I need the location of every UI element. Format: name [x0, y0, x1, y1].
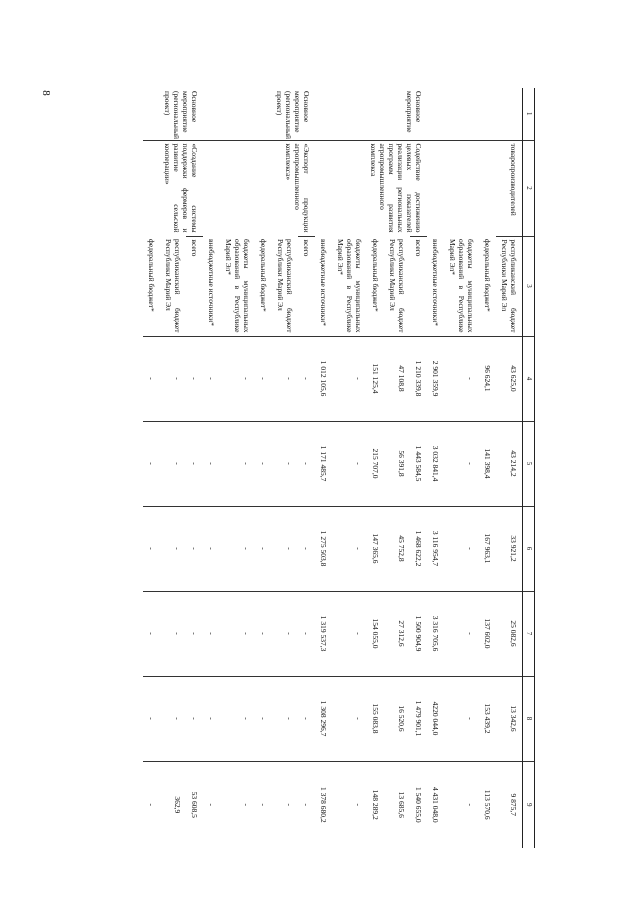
value-cell: - [255, 676, 272, 761]
funding-source-cell: республиканский бюджет Республики Марий Эл [496, 236, 523, 336]
value-cell: 1 378 680,2 [315, 761, 332, 848]
funding-source-cell: федеральный бюджет* [147, 239, 156, 312]
value-cell: - [255, 336, 272, 421]
value-cell: 4220 044,0 [427, 676, 444, 761]
value-cell: - [203, 761, 220, 848]
funding-source-cell: внебюджетные источники* [207, 239, 216, 326]
value-cell: 1 443 584,5 [410, 421, 427, 506]
value-cell: - [332, 336, 367, 421]
value-cell: - [220, 506, 255, 591]
value-cell: - [203, 676, 220, 761]
page-number: 8 [40, 90, 52, 96]
funding-source-cell: бюджеты муниципальных образований в Республике Марий Эл* [224, 239, 251, 333]
value-cell: - [444, 336, 479, 421]
value-cell: 1 012 105,6 [315, 336, 332, 421]
value-cell: - [143, 336, 160, 421]
value-cell: - [186, 591, 203, 676]
value-cell: - [332, 421, 367, 506]
funding-source-cell: республиканский бюджет Республики Марий Эл [164, 239, 182, 333]
value-cell: - [160, 591, 186, 676]
value-cell: - [220, 336, 255, 421]
value-cell: 148 289,2 [367, 761, 384, 848]
value-cell: - [160, 506, 186, 591]
value-cell: 4 431 048,0 [427, 761, 444, 848]
value-cell: - [203, 591, 220, 676]
value-cell: - [143, 591, 160, 676]
value-cell: 1 275 503,8 [315, 506, 332, 591]
funding-source-cell: всего [410, 236, 427, 336]
table-body [143, 88, 523, 848]
event-type-cell: Основное мероприятие (региональный проект) [275, 91, 311, 140]
value-cell: - [203, 336, 220, 421]
value-cell: - [186, 336, 203, 421]
col-header: 3 [523, 236, 535, 336]
event-type-cell: Основное мероприятие (региональный проект) [163, 91, 199, 140]
value-cell: 1 540 655,0 [410, 761, 427, 848]
value-cell: 13 685,6 [384, 761, 410, 848]
value-cell: 27 312,6 [384, 591, 410, 676]
value-cell: 3 032 841,4 [427, 421, 444, 506]
funding-source-cell: бюджеты муниципальных образований в Республике Марий Эл* [448, 239, 475, 333]
value-cell: - [186, 506, 203, 591]
value-cell: - [220, 591, 255, 676]
value-cell: - [332, 591, 367, 676]
value-cell: - [272, 336, 298, 421]
value-cell: - [444, 591, 479, 676]
value-cell: - [298, 676, 315, 761]
funding-source-cell: всего [298, 236, 315, 336]
col-header: 2 [523, 140, 535, 236]
header-row [523, 88, 535, 848]
value-cell: 43 214,2 [496, 421, 523, 506]
value-cell: 1 171 485,7 [315, 421, 332, 506]
col-header: 7 [523, 591, 535, 676]
funding-source-cell: республиканский бюджет Республики Марий Эл [388, 239, 406, 333]
value-cell: 33 921,2 [496, 506, 523, 591]
value-cell: - [272, 421, 298, 506]
value-cell: - [255, 506, 272, 591]
value-cell: 137 602,0 [479, 591, 496, 676]
value-cell: - [444, 676, 479, 761]
value-cell: 167 963,1 [479, 506, 496, 591]
table-row [298, 88, 315, 848]
value-cell: 153 439,2 [479, 676, 496, 761]
value-cell: 53 608,5 [186, 761, 203, 848]
funding-source-cell: внебюджетные источники* [431, 239, 440, 326]
funding-source-cell: федеральный бюджет* [259, 239, 268, 312]
event-name-cell: «Экспорт продукции агропромышленного комплекса» [203, 140, 315, 236]
col-header: 8 [523, 676, 535, 761]
value-cell: 47 108,8 [384, 336, 410, 421]
funding-source-cell: внебюджетные источники* [319, 239, 328, 326]
col-header: 6 [523, 506, 535, 591]
value-cell: - [272, 506, 298, 591]
value-cell: - [298, 421, 315, 506]
value-cell: - [220, 676, 255, 761]
value-cell: - [272, 676, 298, 761]
value-cell: 1 479 901,1 [410, 676, 427, 761]
value-cell: 1 319 537,3 [315, 591, 332, 676]
value-cell: 155 083,8 [367, 676, 384, 761]
value-cell: - [444, 421, 479, 506]
value-cell: - [255, 591, 272, 676]
value-cell: 45 752,8 [384, 506, 410, 591]
value-cell: 1 308 296,7 [315, 676, 332, 761]
value-cell: - [332, 761, 367, 848]
value-cell: 151 125,4 [367, 336, 384, 421]
value-cell: - [255, 421, 272, 506]
value-cell: - [160, 676, 186, 761]
value-cell: - [444, 506, 479, 591]
col-header: 9 [523, 761, 535, 848]
value-cell: - [203, 421, 220, 506]
value-cell: - [332, 676, 367, 761]
value-cell: - [298, 761, 315, 848]
value-cell: 215 707,0 [367, 421, 384, 506]
event-type-cell: Основное мероприятие [405, 91, 423, 133]
table-row [496, 88, 523, 848]
value-cell: 1 500 904,9 [410, 591, 427, 676]
value-cell: 56 391,8 [384, 421, 410, 506]
rotated-table-wrapper [5, 88, 535, 848]
value-cell: - [272, 591, 298, 676]
value-cell: - [143, 421, 160, 506]
event-name-cell: Содействие достижению целевых показателей реализации региональных программ развития агропромышленного комплекса [315, 140, 427, 236]
value-cell: - [143, 506, 160, 591]
col-header: 4 [523, 336, 535, 421]
funding-source-cell: всего [186, 236, 203, 336]
col-header: 1 [523, 88, 535, 140]
value-cell: 113 570,6 [479, 761, 496, 848]
value-cell: - [220, 421, 255, 506]
value-cell: 147 365,6 [367, 506, 384, 591]
value-cell: - [143, 761, 160, 848]
value-cell: 43 625,0 [496, 336, 523, 421]
event-name-cell: «Создание системы поддержки фермеров и развитие сельской кооперации» [143, 140, 203, 236]
funding-source-cell: федеральный бюджет* [371, 239, 380, 312]
value-cell: 16 520,6 [384, 676, 410, 761]
value-cell: 154 055,0 [367, 591, 384, 676]
value-cell: 141 398,4 [479, 421, 496, 506]
funding-source-cell: федеральный бюджет* [483, 239, 492, 312]
value-cell: - [255, 761, 272, 848]
value-cell: - [160, 336, 186, 421]
value-cell: - [272, 761, 298, 848]
value-cell: - [298, 336, 315, 421]
value-cell: 9 875,7 [496, 761, 523, 848]
value-cell: - [444, 761, 479, 848]
event-type-cell [427, 88, 523, 140]
value-cell: 2 901 359,9 [427, 336, 444, 421]
value-cell: - [220, 761, 255, 848]
funding-source-cell: республиканский бюджет Республики Марий Эл [276, 239, 294, 333]
value-cell: 362,9 [160, 761, 186, 848]
table-row [410, 88, 427, 848]
value-cell: 1 210 339,8 [410, 336, 427, 421]
value-cell: 13 342,6 [496, 676, 523, 761]
value-cell: - [332, 506, 367, 591]
funding-source-cell: бюджеты муниципальных образований в Республике Марий Эл* [336, 239, 363, 333]
value-cell: 25 082,6 [496, 591, 523, 676]
value-cell: - [298, 591, 315, 676]
value-cell: 3 316 705,6 [427, 591, 444, 676]
funding-table [143, 88, 535, 848]
value-cell: - [203, 506, 220, 591]
value-cell: - [186, 421, 203, 506]
value-cell: - [160, 421, 186, 506]
value-cell: - [298, 506, 315, 591]
value-cell: - [186, 676, 203, 761]
col-header: 5 [523, 421, 535, 506]
value-cell: 3 116 954,7 [427, 506, 444, 591]
value-cell: - [143, 676, 160, 761]
event-name-cell: товаропроизводителей [427, 140, 523, 236]
value-cell: 96 624,1 [479, 336, 496, 421]
value-cell: 1 468 622,2 [410, 506, 427, 591]
table-row [186, 88, 203, 848]
